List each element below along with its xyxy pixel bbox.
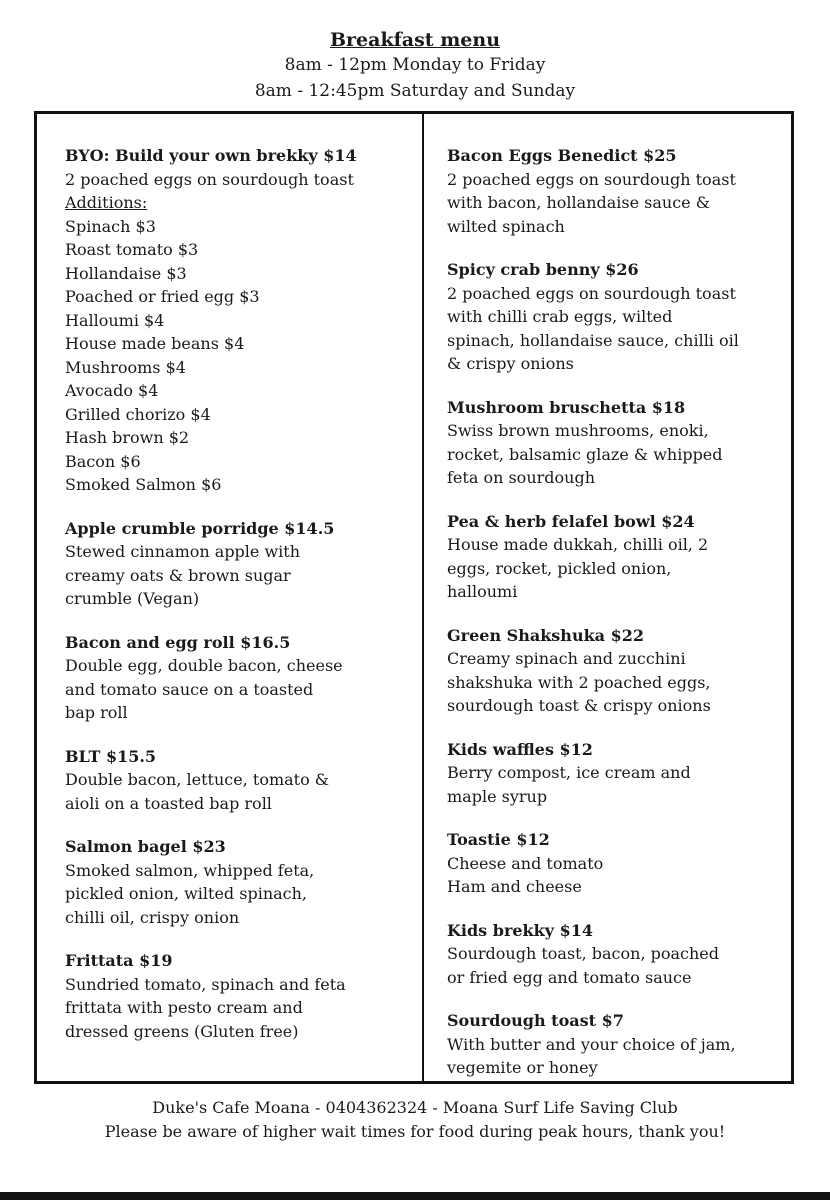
item-title: Green Shakshuka $22	[447, 625, 644, 645]
left-column	[65, 144, 415, 1063]
item-description: Sourdough toast, bacon, poached or fried egg and tomato sauce	[447, 944, 720, 987]
menu-item-kids-brekky	[447, 919, 792, 990]
menu-item-salmon-bagel	[65, 835, 415, 929]
right-column	[447, 144, 792, 1100]
addition-item: Hash brown $2	[65, 428, 190, 447]
item-description: 2 poached eggs on sourdough toast with bacon, hollandaise sauce & wilted spinach	[447, 169, 736, 236]
menu-item-crab-benny	[447, 258, 792, 376]
menu-item-blt	[65, 745, 415, 816]
menu-item-shakshuka	[447, 624, 792, 718]
cafe-contact: Duke's Cafe Moana - 0404362324 - Moana Surf Life Saving Club	[152, 1098, 678, 1117]
item-title: Mushroom bruschetta $18	[447, 397, 686, 417]
item-description: Double bacon, lettuce, tomato & aioli on a toasted bap roll	[65, 770, 330, 813]
item-title: Kids brekky $14	[447, 920, 593, 940]
item-description: Double egg, double bacon, cheese and tomato sauce on a toasted bap roll	[65, 656, 343, 722]
item-title: Bacon and egg roll $16.5	[65, 632, 291, 652]
menu-header	[0, 28, 830, 104]
item-title: Toastie $12	[447, 830, 550, 849]
menu-item-sourdough-toast	[447, 1009, 792, 1080]
item-title: BYO: Build your own brekky $14	[65, 146, 357, 165]
item-title: Kids waffles $12	[447, 739, 593, 759]
menu-item-frittata	[65, 949, 415, 1043]
addition-item: Grilled chorizo $4	[65, 404, 211, 424]
item-description: Stewed cinnamon apple with creamy oats & brown sugar crumble (Vegan)	[65, 542, 301, 608]
item-title: Salmon bagel $23	[65, 837, 226, 856]
item-title: Spicy crab benny $26	[447, 260, 639, 279]
addition-item: Poached or fried egg $3	[65, 287, 260, 306]
menu-footer	[60, 1096, 770, 1144]
item-title: Apple crumble porridge $14.5	[65, 518, 335, 538]
addition-item: Mushrooms $4	[65, 357, 186, 377]
item-title: Bacon Eggs Benedict $25	[447, 146, 677, 165]
menu-frame	[34, 111, 794, 1084]
item-description: Smoked salmon, whipped feta, pickled onion, wilted spinach, chilli oil, crispy onion	[65, 860, 315, 927]
addition-item: Bacon $6	[65, 451, 141, 471]
item-title: BLT $15.5	[65, 746, 157, 766]
bottom-edge-bar	[0, 1192, 830, 1200]
additions-label: Additions:	[65, 193, 148, 212]
wait-time-notice: Please be aware of higher wait times for food during peak hours, thank you!	[104, 1122, 726, 1141]
menu-item-porridge	[65, 517, 415, 611]
addition-item: House made beans $4	[65, 334, 245, 353]
item-description: House made dukkah, chilli oil, 2 eggs, rocket, pickled onion, halloumi	[447, 535, 709, 601]
addition-item: Spinach $3	[65, 216, 156, 236]
item-title: Pea & herb felafel bowl $24	[447, 511, 695, 531]
item-description: With butter and your choice of jam, vegemite or honey	[447, 1034, 736, 1077]
weekend-hours: 8am - 12:45pm Saturday and Sunday	[254, 81, 576, 101]
addition-item: Avocado $4	[65, 381, 159, 400]
item-description: Sundried tomato, spinach and feta frittata with pesto cream and dressed greens (Gluten free)	[65, 974, 346, 1041]
weekday-hours: 8am - 12pm Monday to Friday	[284, 55, 546, 75]
item-description: Berry compost, ice cream and maple syrup	[447, 763, 691, 806]
menu-title: Breakfast menu	[329, 29, 501, 51]
addition-item: Halloumi $4	[65, 310, 165, 330]
menu-item-toastie	[447, 828, 792, 899]
addition-item: Hollandaise $3	[65, 263, 187, 283]
menu-item-felafel-bowl	[447, 510, 792, 604]
item-description: Creamy spinach and zucchini shakshuka with 2 poached eggs, sourdough toast & crispy onions	[447, 649, 711, 715]
menu-item-kids-waffles	[447, 738, 792, 809]
menu-item-byo	[65, 144, 415, 497]
menu-item-bruschetta	[447, 396, 792, 490]
item-title: Frittata $19	[65, 951, 173, 970]
menu-item-bacon-egg-roll	[65, 631, 415, 725]
menu-item-benedict	[447, 144, 792, 238]
item-title: Sourdough toast $7	[447, 1011, 624, 1030]
item-description: Swiss brown mushrooms, enoki, rocket, balsamic glaze & whipped feta on sourdough	[447, 421, 723, 487]
item-description: 2 poached eggs on sourdough toast	[65, 169, 354, 189]
addition-item: Roast tomato $3	[65, 240, 199, 259]
addition-item: Smoked Salmon $6	[65, 475, 222, 494]
item-description: Cheese and tomato Ham and cheese	[447, 853, 604, 896]
column-divider	[422, 114, 424, 1081]
item-description: 2 poached eggs on sourdough toast with chilli crab eggs, wilted spinach, hollandaise sauce, chilli oil & crispy onions	[447, 283, 739, 373]
